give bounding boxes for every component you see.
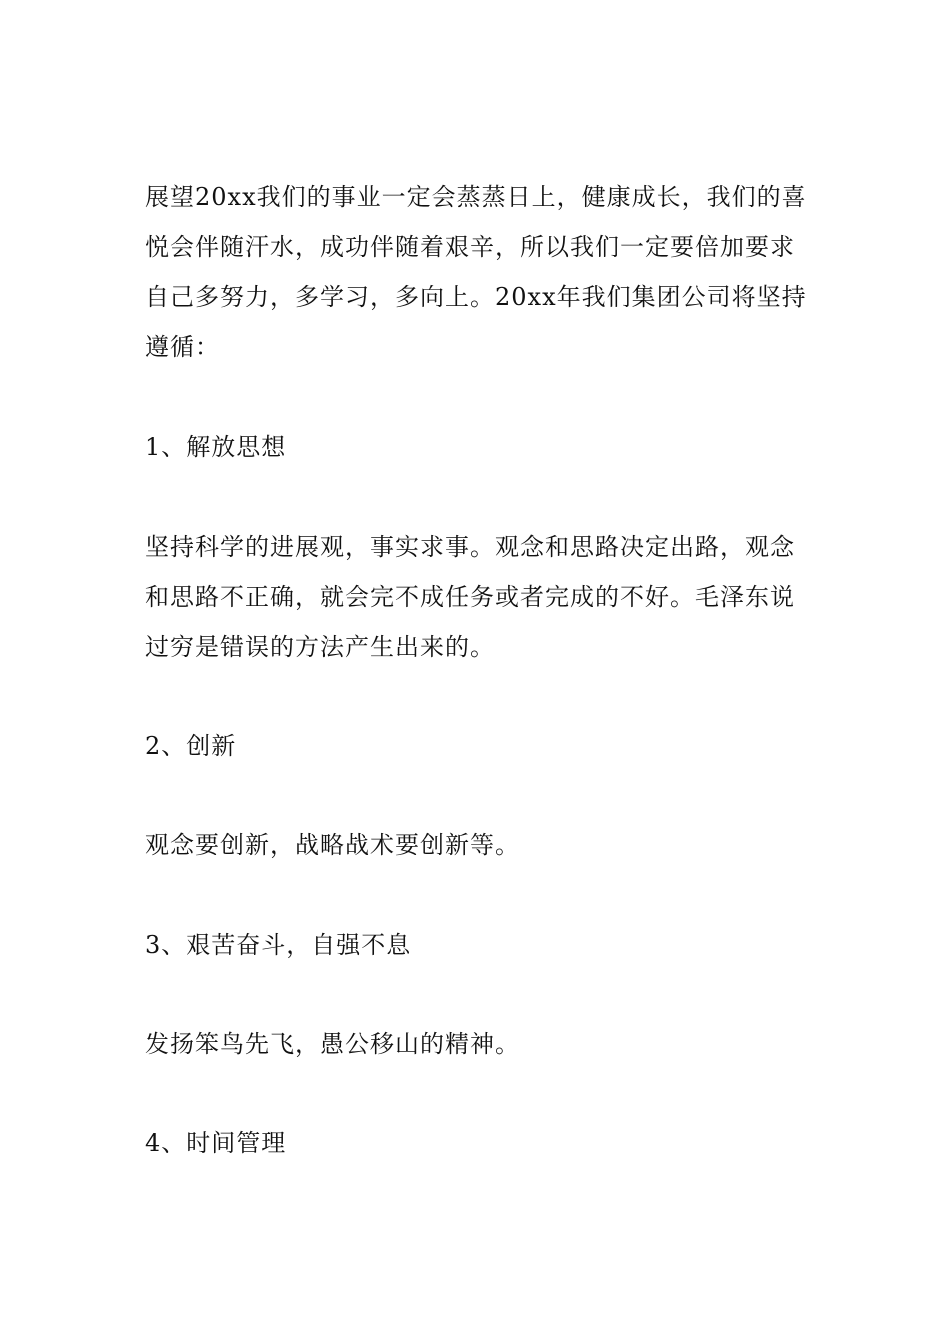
section-heading: 2、创新: [145, 732, 237, 760]
section-3-body-block: [145, 1019, 815, 1069]
section-2-heading-block: [145, 721, 815, 771]
section-3-heading-block: [145, 920, 815, 970]
section-heading: 3、艰苦奋斗，自强不息: [145, 931, 412, 959]
section-1-body-block: [145, 522, 815, 672]
section-2-body-block: [145, 820, 815, 870]
section-4-heading-block: [145, 1118, 815, 1168]
section-body: 坚持科学的进展观，事实求事。观念和思路决定出路，观念和思路不正确，就会完不成任务或者完成的不好。毛泽东说过穷是错误的方法产生出来的。: [145, 533, 795, 661]
section-body: 发扬笨鸟先飞，愚公移山的精神。: [145, 1030, 520, 1058]
section-1-heading-block: [145, 422, 815, 472]
section-heading: 4、时间管理: [145, 1129, 287, 1157]
intro-paragraph-block: [145, 172, 815, 372]
section-body: 观念要创新，战略战术要创新等。: [145, 831, 520, 859]
intro-paragraph: 展望20xx我们的事业一定会蒸蒸日上，健康成长，我们的喜悦会伴随汗水，成功伴随着艰辛，所以我们一定要倍加要求自己多努力，多学习，多向上。20xx年我们集团公司将坚持遵循：: [145, 183, 807, 361]
section-heading: 1、解放思想: [145, 433, 287, 461]
